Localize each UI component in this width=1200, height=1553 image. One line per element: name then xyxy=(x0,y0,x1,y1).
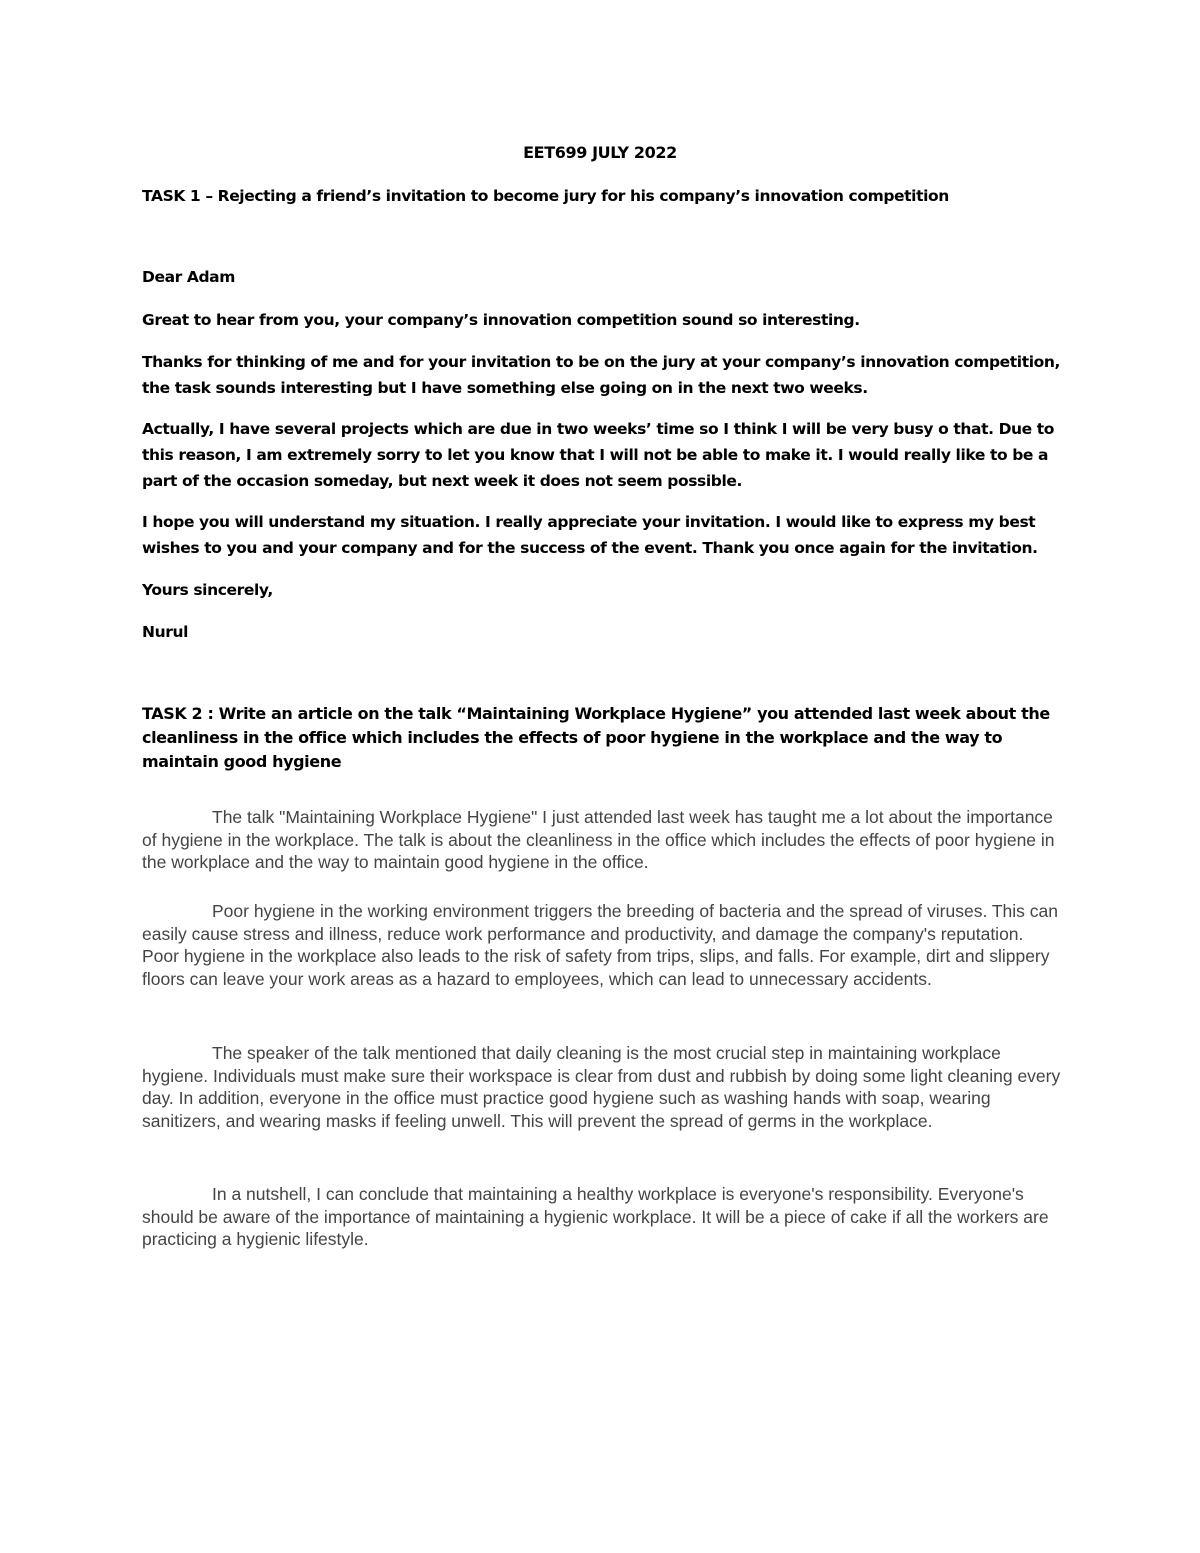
task1-heading: TASK 1 – Rejecting a friend’s invitation to become jury for his company’s innovation competition xyxy=(142,187,949,205)
task2-heading: TASK 2 : Write an article on the talk “Maintaining Workplace Hygiene” you attended last week about the cleanliness in the office which includes the effects of poor hygiene in the workplace and the way to maintain good hygiene xyxy=(142,704,1050,771)
letter-paragraph: I hope you will understand my situation. I really appreciate your invitation. I would like to express my best wishes to you and your company and for the success of the event. Thank you once again for the invitation. xyxy=(142,513,1038,557)
article-paragraph-text: The talk "Maintaining Workplace Hygiene" I just attended last week has taught me a lot about the importance of hygiene in the workplace. The talk is about the cleanliness in the office which includes the effects of poor hygiene in the workplace and the way to maintain good hygiene in the office. xyxy=(142,807,1055,872)
letter-salutation: Dear Adam xyxy=(142,268,235,286)
article-paragraph xyxy=(142,900,1062,990)
article-paragraph-text: In a nutshell, I can conclude that maintaining a healthy workplace is everyone's responsibility. Everyone's should be aware of the importance of maintaining a hygienic workplace. It will be a piece of cake if all the workers are practicing a hygienic lifestyle. xyxy=(142,1184,1049,1249)
article-paragraph xyxy=(142,1183,1062,1251)
letter-paragraph: Thanks for thinking of me and for your invitation to be on the jury at your company’s innovation competition, the task sounds interesting but I have something else going on in the next two weeks. xyxy=(142,353,1061,397)
document-title: EET699 JULY 2022 xyxy=(523,143,677,162)
letter-paragraph: Great to hear from you, your company’s innovation competition sound so interesting. xyxy=(142,311,860,329)
article-paragraph xyxy=(142,1042,1062,1132)
letter-paragraph: Actually, I have several projects which are due in two weeks’ time so I think I will be very busy o that. Due to this reason, I am extremely sorry to let you know that I will not be able to make it. I would really like to be a part of the occasion someday, but next week it does not seem possible. xyxy=(142,420,1055,490)
letter-closing: Yours sincerely, xyxy=(142,581,273,599)
article-paragraph-text: The speaker of the talk mentioned that daily cleaning is the most crucial step in maintaining workplace hygiene. Individuals must make sure their workspace is clear from dust and rubbish by doing some light cleaning every day. In addition, everyone in the office must practice good hygiene such as washing hands with soap, wearing sanitizers, and wearing masks if feeling unwell. This will prevent the spread of germs in the workplace. xyxy=(142,1043,1061,1131)
article-paragraph xyxy=(142,806,1062,874)
letter-signature: Nurul xyxy=(142,623,188,641)
article-paragraph-text: Poor hygiene in the working environment triggers the breeding of bacteria and the spread of viruses. This can easily cause stress and illness, reduce work performance and productivity, and damage the company's reputation. Poor hygiene in the workplace also leads to the risk of safety from trips, slips, and falls. For example, dirt and slippery floors can leave your work areas as a hazard to employees, which can lead to unnecessary accidents. xyxy=(142,901,1058,989)
